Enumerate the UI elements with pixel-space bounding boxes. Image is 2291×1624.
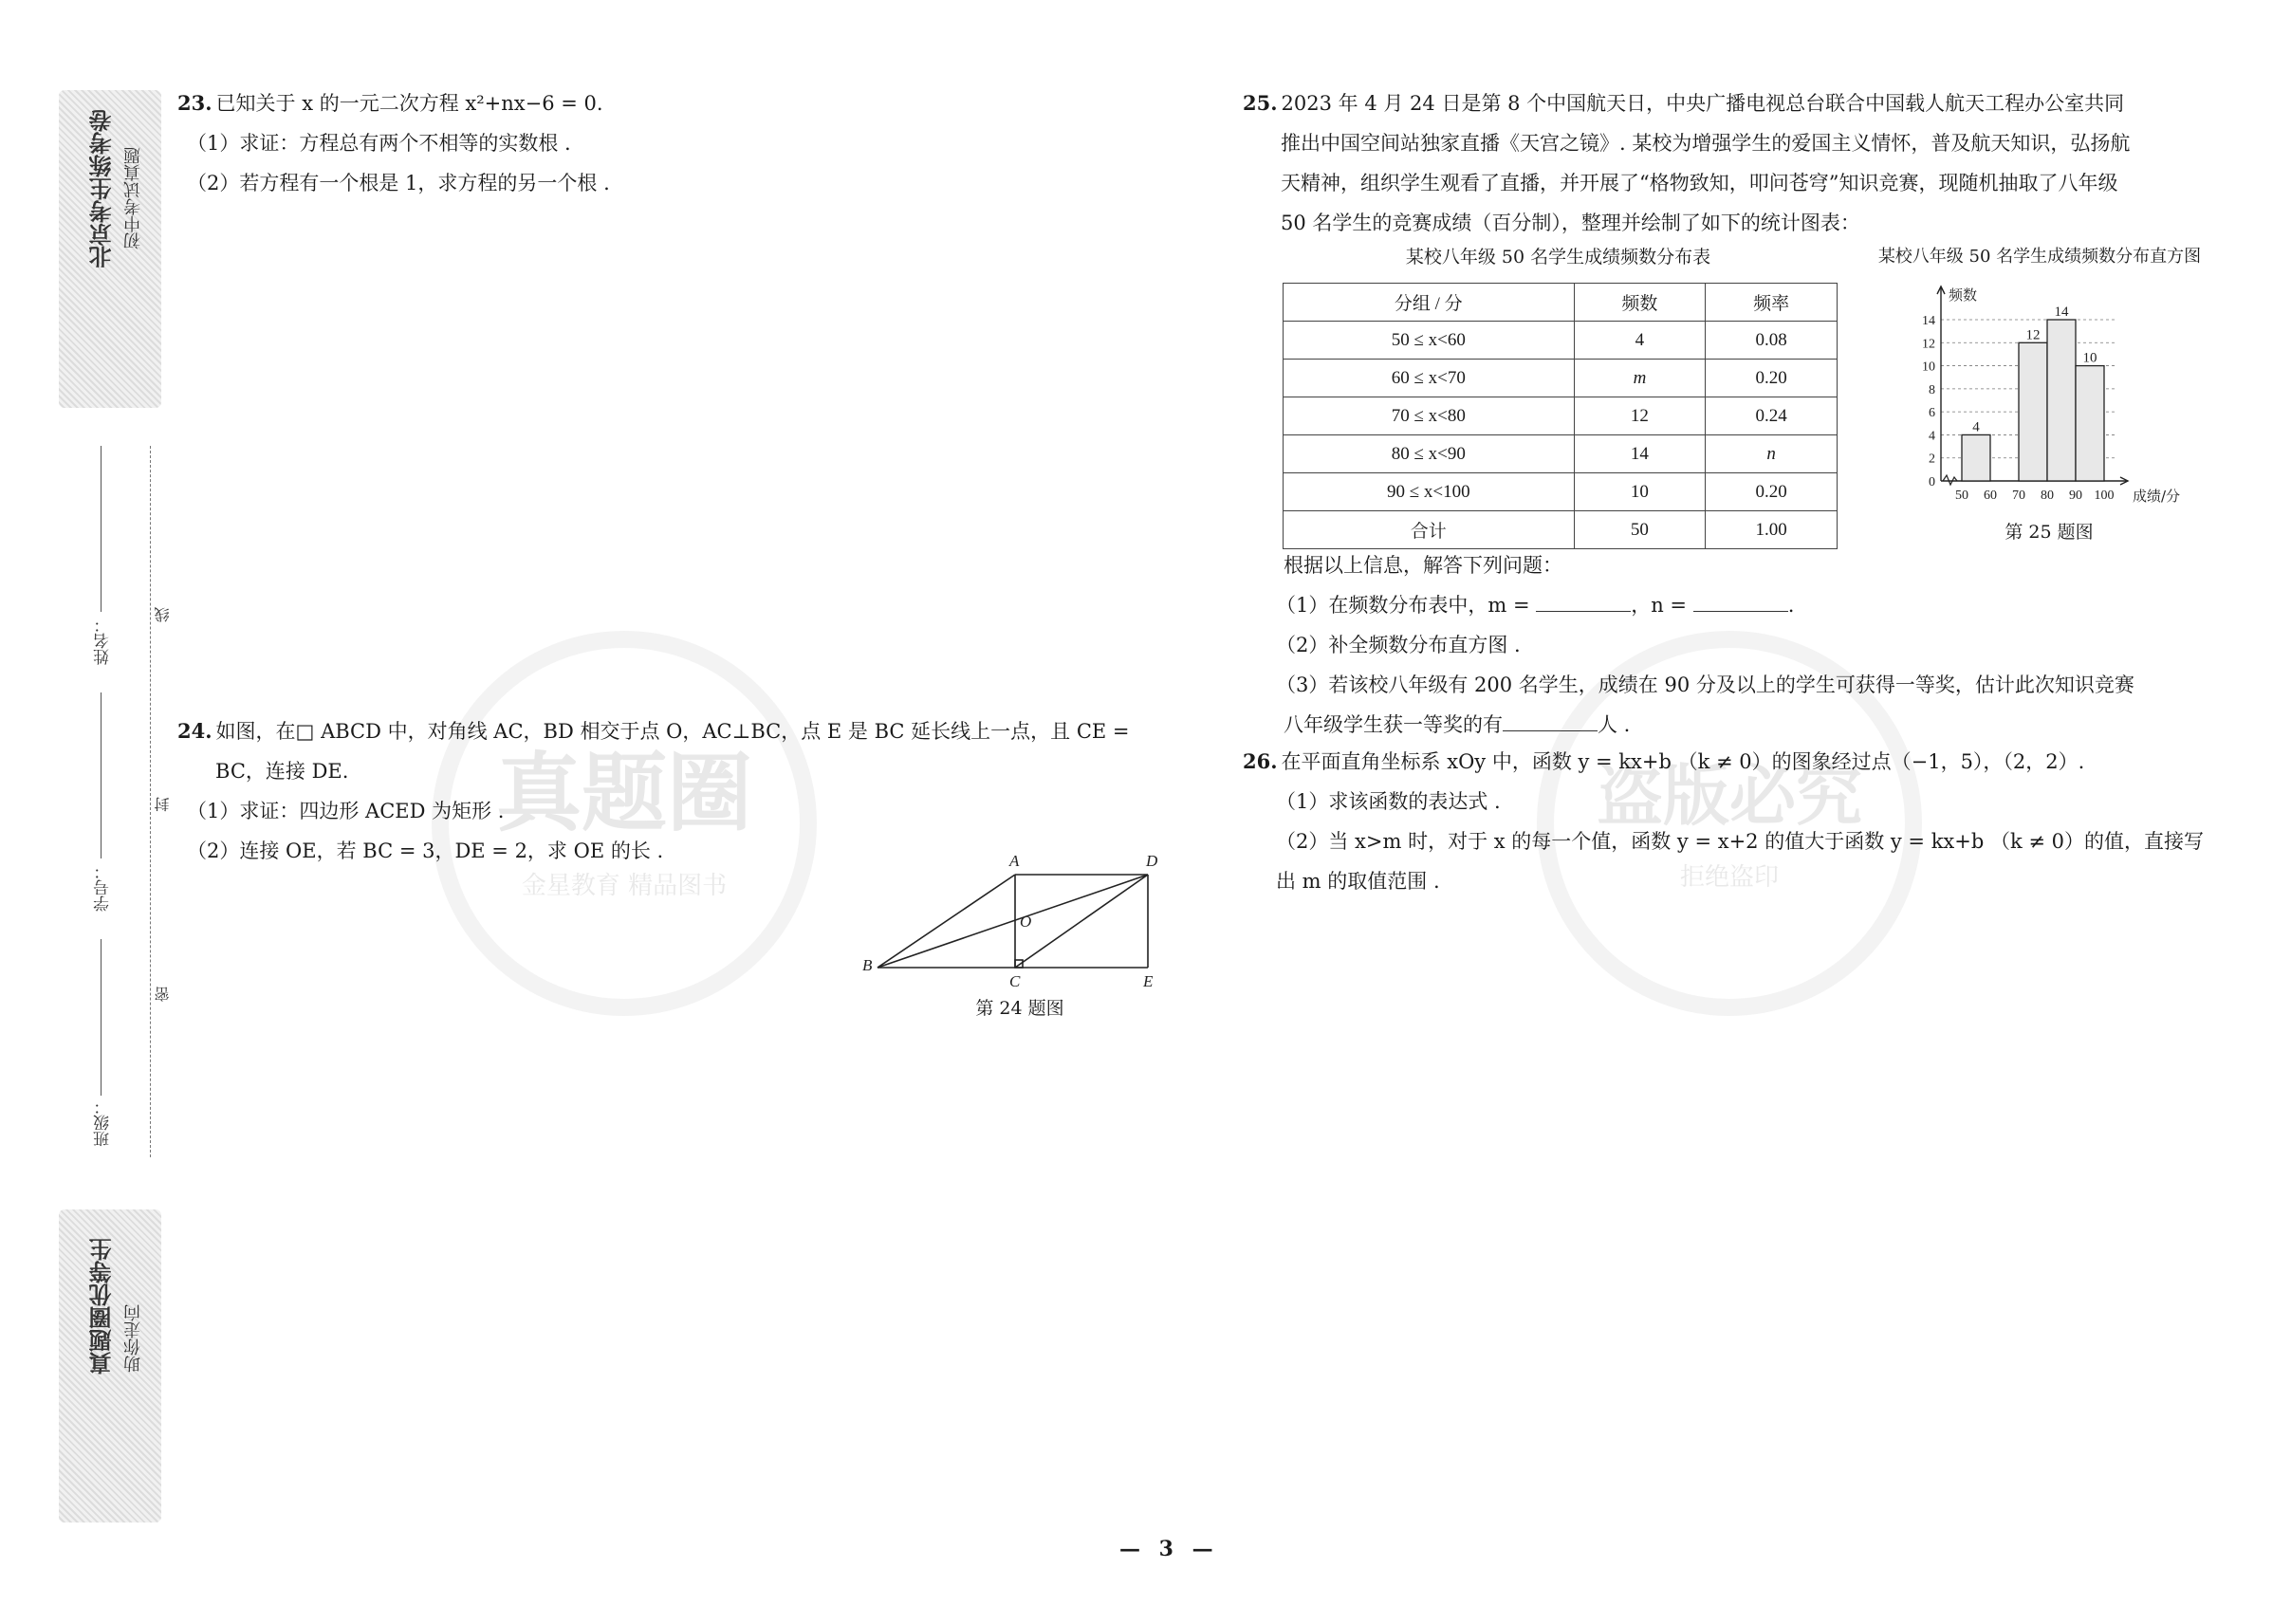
q24-part-2: （2）连接 OE，若 BC = 3，DE = 2，求 OE 的长 . xyxy=(187,840,664,862)
q25-number: 25. xyxy=(1243,91,1278,115)
q25-line-4: 50 名学生的竞赛成绩（百分制），整理并绘制了如下的统计图表： xyxy=(1281,212,1860,234)
table-cell: 4 xyxy=(1574,322,1706,360)
binding-mark-seal: 封 xyxy=(154,797,172,812)
q24-figure-caption: 第 24 题图 xyxy=(975,998,1064,1019)
histogram-title: 某校八年级 50 名学生成绩频数分布直方图 xyxy=(1877,247,2202,267)
q25-line-2: 推出中国空间站独家直播《天宫之镜》. 某校为增强学生的爱国主义情怀，普及航天知识，弘扬航 xyxy=(1281,132,2131,155)
histogram-bar xyxy=(2047,320,2076,481)
top-brand-text: 北京考生练考卷 xyxy=(89,109,116,268)
name-field-label: 姓名： xyxy=(94,617,113,665)
table-row xyxy=(1284,360,1838,397)
name-field-line[interactable] xyxy=(101,446,102,612)
x-tick-label: 60 xyxy=(1984,489,1997,503)
bottom-brand-box xyxy=(59,1209,161,1522)
table-cell: 0.08 xyxy=(1706,322,1838,360)
watermark-right: 盗版必究 拒绝盗印 xyxy=(1537,631,1922,1016)
q25-line-1: 25. 2023 年 4 月 24 日是第 8 个中国航天日，中央广播电视总台联合中国载人航天工程办公室共同 xyxy=(1243,91,2125,115)
q23-part-2: （2）若方程有一个根是 1，求方程的另一个根 . xyxy=(187,172,610,194)
histogram-bar xyxy=(1962,434,1990,481)
class-field-line[interactable] xyxy=(101,939,102,1096)
table-header: 分组 / 分 xyxy=(1284,284,1575,322)
binding-dashed-line xyxy=(150,446,151,1157)
table-cell: 50 xyxy=(1574,511,1706,549)
label-e: E xyxy=(1143,972,1154,990)
table-row xyxy=(1284,435,1838,473)
label-c: C xyxy=(1009,972,1021,990)
frequency-table xyxy=(1283,283,1838,549)
y-tick-label: 6 xyxy=(1929,406,1935,421)
q24-figure xyxy=(859,849,1181,991)
q24-number: 24. xyxy=(177,719,212,743)
q25-part-1: （1）在频数分布表中，m = ，n = . xyxy=(1276,585,2253,625)
table-cell: n xyxy=(1706,435,1838,473)
question-25-stem xyxy=(1243,83,2248,243)
q23-stem: 23. 已知关于 x 的一元二次方程 x²+nx−6 = 0. xyxy=(177,91,603,115)
q25-part-2: （2）补全频数分布直方图 . xyxy=(1276,634,1521,656)
q26-number: 26. xyxy=(1243,749,1278,773)
q23-part-1: （1）求证：方程总有两个不相等的实数根 . xyxy=(187,132,571,155)
y-tick-label: 8 xyxy=(1929,382,1935,397)
question-23 xyxy=(177,83,1202,203)
y-tick-label: 0 xyxy=(1929,475,1935,489)
student-id-field-line[interactable] xyxy=(101,692,102,858)
table-row xyxy=(1284,397,1838,435)
label-b: B xyxy=(862,956,873,974)
table-cell: 14 xyxy=(1574,435,1706,473)
answer-blank-n[interactable] xyxy=(1693,590,1788,612)
q25-table-title: 某校八年级 50 名学生成绩频数分布表 xyxy=(1405,247,1711,268)
top-brand-box xyxy=(59,90,161,408)
segment-ba xyxy=(878,875,1015,968)
q25-part-3-line-1: （3）若该校八年级有 200 名学生，成绩在 90 分及以上的学生可获得一等奖，估计此次知识竞赛 xyxy=(1276,674,2134,696)
table-row xyxy=(1284,511,1838,549)
label-o: O xyxy=(1020,913,1032,931)
table-header: 频数 xyxy=(1574,284,1706,322)
x-tick-label: 80 xyxy=(2041,489,2054,503)
x-tick-label: 100 xyxy=(2094,489,2115,503)
label-a: A xyxy=(1009,852,1020,870)
q25-after-text: 根据以上信息，解答下列问题： xyxy=(1284,554,1562,577)
x-tick-label: 90 xyxy=(2069,489,2082,503)
watermark-left: 真题圈 金星教育 精品图书 xyxy=(432,631,817,1016)
table-cell: 50 ≤ x<60 xyxy=(1284,322,1575,360)
axis-break-mark xyxy=(1943,475,1957,485)
table-cell: 0.24 xyxy=(1706,397,1838,435)
top-brand-small-text: 初中考试真题 xyxy=(123,147,143,249)
page-number: — 3 — xyxy=(1119,1537,1219,1561)
bar-data-label: 12 xyxy=(2025,327,2041,343)
table-cell: 合计 xyxy=(1284,511,1575,549)
answer-blank-count[interactable] xyxy=(1503,710,1598,731)
q26-stem: 26. 在平面直角坐标系 xOy 中，函数 y = kx+b （k ≠ 0）的图象经过点（−1，5），（2，2）. xyxy=(1243,749,2085,773)
table-cell: 80 ≤ x<90 xyxy=(1284,435,1575,473)
table-cell: 60 ≤ x<70 xyxy=(1284,360,1575,397)
q24-stem-line-2: BC，连接 DE. xyxy=(215,760,349,783)
table-row xyxy=(1284,473,1838,511)
histogram-chart xyxy=(1897,277,2210,514)
table-cell: 70 ≤ x<80 xyxy=(1284,397,1575,435)
y-tick-label: 12 xyxy=(1922,337,1935,352)
y-tick-label: 10 xyxy=(1922,360,1935,375)
table-header-row xyxy=(1284,284,1838,322)
table-cell: 1.00 xyxy=(1706,511,1838,549)
y-tick-label: 14 xyxy=(1922,314,1935,328)
table-row xyxy=(1284,322,1838,360)
label-d: D xyxy=(1146,852,1158,870)
segment-cd xyxy=(1015,875,1148,968)
student-id-field-label: 学号： xyxy=(94,863,113,912)
q24-stem-line-1: 24. 如图，在□ ABCD 中，对角线 AC，BD 相交于点 O，AC⊥BC，点 E 是 BC 延长线上一点，且 CE = xyxy=(177,719,1130,743)
histogram-bar xyxy=(2076,366,2104,481)
table-cell: 12 xyxy=(1574,397,1706,435)
table-cell: m xyxy=(1574,360,1706,397)
q24-part-1: （1）求证：四边形 ACED 为矩形 . xyxy=(187,800,505,822)
answer-blank-m[interactable] xyxy=(1536,590,1631,612)
bar-data-label: 14 xyxy=(2054,304,2069,320)
table-cell: 90 ≤ x<100 xyxy=(1284,473,1575,511)
q26-part-2-line-1: （2）当 x>m 时，对于 x 的每一个值，函数 y = x+2 的值大于函数 y = kx+b （k ≠ 0）的值，直接写 xyxy=(1276,830,2205,853)
question-25-parts xyxy=(1276,545,2253,745)
y-tick-label: 4 xyxy=(1929,429,1935,444)
table-cell: 0.20 xyxy=(1706,360,1838,397)
table-cell: 0.20 xyxy=(1706,473,1838,511)
y-axis-label: 频数 xyxy=(1949,286,1978,304)
table-header: 频率 xyxy=(1706,284,1838,322)
bottom-brand-small-text: 助你走向 xyxy=(123,1304,143,1373)
q25-line-3: 天精神，组织学生观看了直播，并开展了“格物致知，叩问苍穹”知识竞赛，现随机抽取了八年级 xyxy=(1281,172,2118,194)
binding-mark-close: 密 xyxy=(154,987,172,1002)
bar-data-label: 4 xyxy=(1972,419,1980,435)
x-tick-label: 70 xyxy=(2012,489,2025,503)
q25-part-3-line-2: 八年级学生获一等奖的有 人 . xyxy=(1276,705,2253,745)
bar-data-label: 10 xyxy=(2082,350,2097,366)
question-24 xyxy=(177,711,1164,871)
histogram-bar xyxy=(2019,342,2047,481)
class-field-label: 班级： xyxy=(94,1098,113,1147)
histogram-caption: 第 25 题图 xyxy=(2005,522,2094,543)
table-cell: 10 xyxy=(1574,473,1706,511)
segment-bd xyxy=(878,875,1148,968)
x-axis-label: 成绩/分 xyxy=(2133,488,2181,505)
bottom-brand-text: 真题圈优等生 xyxy=(89,1238,116,1375)
x-tick-label: 50 xyxy=(1955,489,1968,503)
q26-part-1: （1）求该函数的表达式 . xyxy=(1276,790,1501,813)
q23-number: 23. xyxy=(177,91,212,115)
q26-part-2-line-2: 出 m 的取值范围 . xyxy=(1276,870,1440,893)
question-26 xyxy=(1243,742,2253,901)
binding-mark-line: 线 xyxy=(154,607,172,622)
y-tick-label: 2 xyxy=(1929,452,1935,467)
